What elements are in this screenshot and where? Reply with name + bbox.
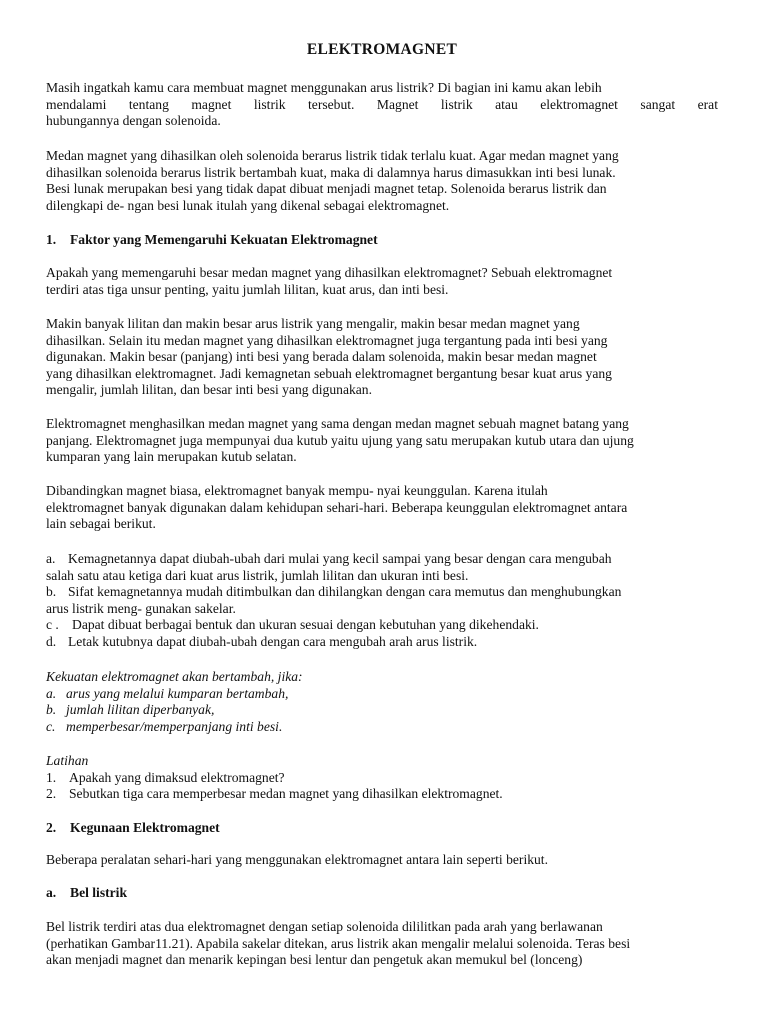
list-item-text: arus yang melalui kumparan bertambah,	[66, 685, 289, 701]
list-marker: c .	[46, 617, 59, 633]
paragraph-solenoid	[46, 148, 718, 214]
section-title: Kegunaan Elektromagnet	[70, 820, 220, 835]
list-item	[46, 634, 718, 651]
list-item	[46, 702, 718, 719]
text-line: Medan magnet yang dihasilkan oleh solenoida berarus listrik tidak terlalu kuat. Agar medan magnet yang	[46, 148, 619, 163]
list-item-text: Apakah yang dimaksud elektromagnet?	[69, 769, 285, 785]
subsection-heading-bell	[46, 885, 127, 902]
list-marker: d.	[46, 633, 57, 649]
section-title: Faktor yang Memengaruhi Kekuatan Elektromagnet	[70, 232, 378, 247]
strength-list	[46, 669, 718, 735]
list-marker: 2.	[46, 786, 57, 802]
paragraph-factors-detail	[46, 316, 718, 399]
paragraph-electric-bell	[46, 919, 718, 969]
text-line: digunakan. Makin besar (panjang) inti besi yang berada dalam solenoida, makin besar medan magnet	[46, 349, 597, 365]
list-item	[46, 770, 718, 787]
list-item	[46, 584, 718, 601]
text-line: mendalami tentang magnet listrik tersebut. Magnet listrik atau elektromagnet sangat erat	[46, 96, 718, 112]
exercise-label: Latihan	[46, 753, 89, 768]
text-line: Dibandingkan magnet biasa, elektromagnet banyak mempu- nyai keunggulan. Karena itulah	[46, 483, 548, 498]
paragraph-advantages-intro	[46, 483, 718, 533]
list-marker: 1.	[46, 769, 57, 785]
section-heading-uses	[46, 820, 220, 837]
list-item	[46, 617, 718, 634]
list-item-text: Kemagnetannya dapat diubah-ubah dari mulai yang kecil sampai yang besar dengan cara mengubah	[68, 551, 612, 566]
list-item-continuation: salah satu atau ketiga dari kuat arus listrik, jumlah lilitan dan ukuran inti besi.	[46, 567, 469, 583]
text-line: kumparan yang lain merupakan kutub selatan.	[46, 449, 297, 465]
text-line: Bel listrik terdiri atas dua elektromagnet dengan setiap solenoida dililitkan pada arah yang berlawanan	[46, 919, 603, 934]
list-item-text: jumlah lilitan diperbanyak,	[66, 702, 215, 718]
text-line: dihasilkan solenoida berarus listrik bertambah kuat, maka di dalamnya harus dimasukkan inti besi lunak.	[46, 164, 616, 180]
list-item-text: Sifat kemagnetannya mudah ditimbulkan dan dihilangkan dengan cara memutus dan menghubungkan	[68, 584, 622, 600]
paragraph-factors-intro	[46, 265, 718, 298]
text-line: Beberapa peralatan sehari-hari yang menggunakan elektromagnet antara lain seperti berikut.	[46, 852, 548, 867]
list-item	[46, 551, 718, 568]
list-item-text: Letak kutubnya dapat diubah-ubah dengan cara mengubah arah arus listrik.	[68, 633, 478, 649]
list-item-text: Dapat dibuat berbagai bentuk dan ukuran sesuai dengan kebutuhan yang dikehendaki.	[72, 617, 539, 633]
list-marker: a.	[46, 551, 56, 566]
intro-paragraph	[46, 80, 718, 130]
text-line: dihasilkan. Selain itu medan magnet yang dihasilkan elektromagnet juga tergantung pada inti besi yang	[46, 332, 608, 348]
subsection-title: Bel listrik	[70, 885, 128, 900]
text-line: Apakah yang memengaruhi besar medan magnet yang dihasilkan elektromagnet? Sebuah elektromagnet	[46, 265, 613, 280]
list-item	[46, 719, 718, 736]
list-marker: c.	[46, 718, 56, 734]
paragraph-uses-intro	[46, 852, 718, 869]
list-intro: Kekuatan elektromagnet akan bertambah, jika:	[46, 669, 303, 684]
text-line: dilengkapi de- ngan besi lunak itulah yang dikenal sebagai elektromagnet.	[46, 197, 450, 213]
list-item	[46, 686, 718, 703]
paragraph-poles	[46, 416, 718, 466]
text-line: Masih ingatkah kamu cara membuat magnet menggunakan arus listrik? Di bagian ini kamu akan lebih	[46, 80, 602, 95]
text-line: akan menjadi magnet dan menarik kepingan besi lentur dan pengetuk akan memukul bel (lonceng)	[46, 952, 583, 968]
text-line: (perhatikan Gambar11.21). Apabila sakelar ditekan, arus listrik akan mengalir melalui solenoida. Teras besi	[46, 935, 631, 951]
list-item	[46, 786, 718, 803]
exercise-block	[46, 753, 718, 803]
text-line: lain sebagai berikut.	[46, 516, 156, 532]
text-line: Elektromagnet menghasilkan medan magnet yang sama dengan medan magnet sebuah magnet batang yang	[46, 416, 629, 431]
text-line: elektromagnet banyak digunakan dalam kehidupan sehari-hari. Beberapa keunggulan elektromagnet antara	[46, 499, 628, 515]
list-marker: b.	[46, 584, 57, 600]
text-line: yang dihasilkan elektromagnet. Jadi kemagnetan sebuah elektromagnet bergantung besar kuat arus yang	[46, 365, 612, 381]
section-heading-factors	[46, 232, 378, 249]
section-number: 1.	[46, 232, 57, 247]
text-line: mengalir, jumlah lilitan, dan besar inti besi yang digunakan.	[46, 382, 373, 398]
subsection-marker: a.	[46, 885, 57, 900]
list-item-text: Sebutkan tiga cara memperbesar medan magnet yang dihasilkan elektromagnet.	[69, 786, 503, 802]
list-marker: b.	[46, 702, 57, 718]
list-item-text: memperbesar/memperpanjang inti besi.	[66, 718, 283, 734]
document-title: ELEKTROMAGNET	[306, 41, 458, 58]
list-marker: a.	[46, 685, 57, 701]
text-line: panjang. Elektromagnet juga mempunyai dua kutub yaitu ujung yang satu merupakan kutub utara dan ujung	[46, 432, 634, 448]
text-line: hubungannya dengan solenoida.	[46, 113, 221, 129]
text-line: Besi lunak merupakan besi yang tidak dapat dibuat menjadi magnet tetap. Solenoida berarus listrik dan	[46, 181, 607, 197]
text-line: terdiri atas tiga unsur penting, yaitu jumlah lilitan, kuat arus, dan inti besi.	[46, 281, 449, 297]
section-number: 2.	[46, 820, 57, 835]
list-item-continuation: arus listrik meng- gunakan sakelar.	[46, 600, 236, 616]
text-line: Makin banyak lilitan dan makin besar arus listrik yang mengalir, makin besar medan magnet yang	[46, 316, 580, 331]
advantages-list	[46, 551, 718, 651]
